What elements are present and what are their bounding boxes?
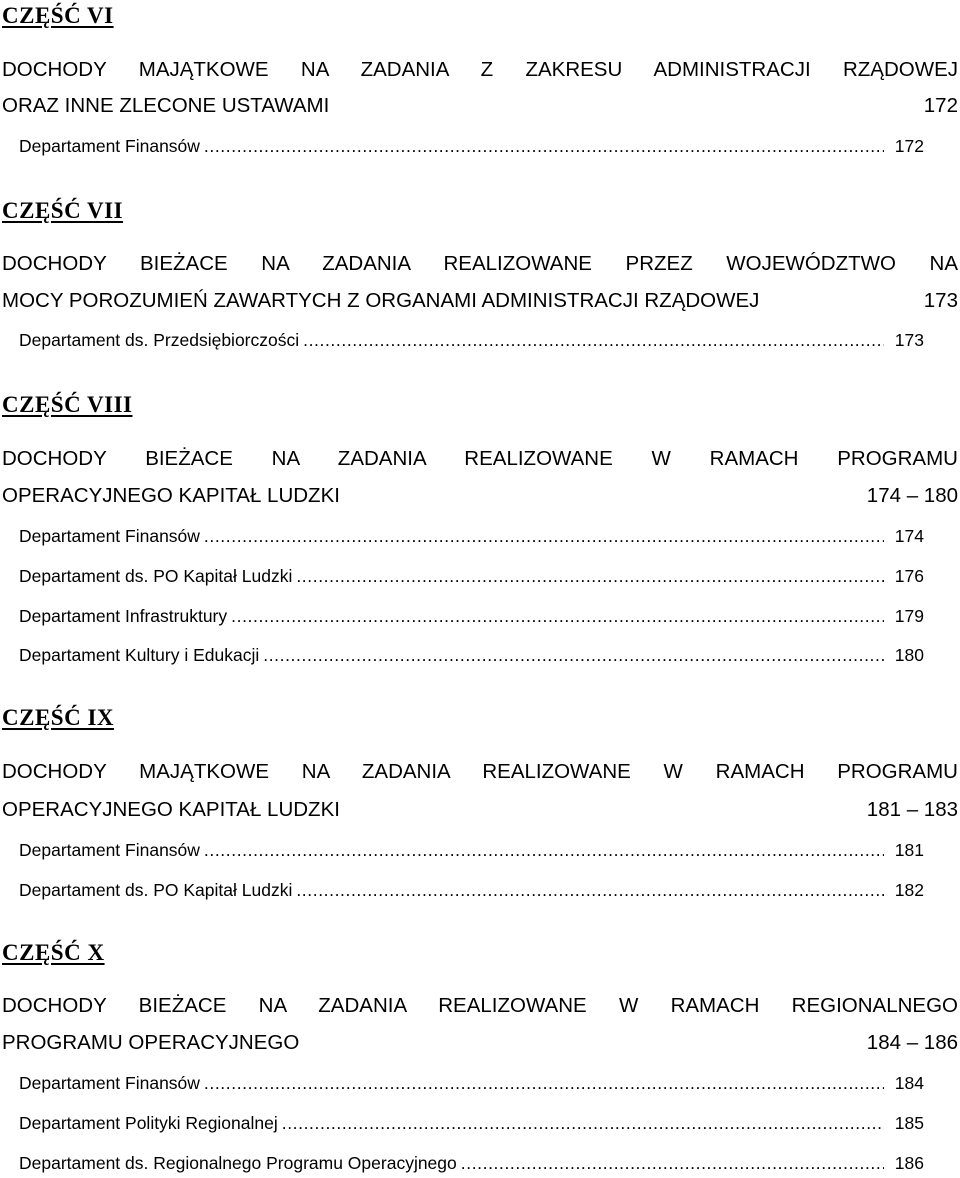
section-title-row <box>2 291 958 312</box>
dot-leader <box>263 647 884 665</box>
toc-entry-page: 184 <box>894 1073 924 1093</box>
toc-entry-page: 172 <box>894 136 924 156</box>
section-heading-vi: CZĘŚĆ VI <box>2 3 114 28</box>
toc-entry-label: Departament Finansów <box>19 526 200 546</box>
section-page-range: 172 <box>923 94 958 117</box>
section-page-range: 181 – 183 <box>866 798 958 821</box>
section-page-range: 173 <box>923 289 958 312</box>
toc-entry-page: 186 <box>894 1153 924 1173</box>
toc-entry-label: Departament ds. Przedsiębiorczości <box>19 330 300 350</box>
toc-entry-label: Departament Finansów <box>19 840 200 860</box>
dot-leader <box>204 138 884 156</box>
dot-leader <box>282 1115 884 1133</box>
dot-leader <box>204 1075 884 1093</box>
toc-entry-label: Departament Finansów <box>19 1073 200 1093</box>
toc-entry[interactable] <box>19 568 924 586</box>
toc-entry-label: Departament ds. PO Kapitał Ludzki <box>19 880 293 900</box>
section-heading-viii: CZĘŚĆ VIII <box>2 392 133 417</box>
toc-entry[interactable] <box>19 1075 924 1093</box>
section-heading-ix: CZĘŚĆ IX <box>2 705 115 730</box>
section-title-line-1: DOCHODY BIEŻACE NA ZADANIA REALIZOWANE PRZEZ WOJEWÓDZTWO NA <box>2 252 958 275</box>
dot-leader <box>296 568 884 586</box>
section-title-line-2: OPERACYJNEGO KAPITAŁ LUDZKI <box>2 484 340 507</box>
dot-leader <box>461 1155 884 1173</box>
toc-entry-page: 182 <box>894 880 924 900</box>
toc-entry-page: 176 <box>894 566 924 586</box>
toc-entry-label: Departament Infrastruktury <box>19 606 228 626</box>
toc-entry[interactable] <box>19 1115 924 1133</box>
section-title-row <box>2 96 958 117</box>
section-title-line-2: OPERACYJNEGO KAPITAŁ LUDZKI <box>2 798 340 821</box>
section-heading-x: CZĘŚĆ X <box>2 940 105 965</box>
toc-entry-page: 185 <box>894 1113 924 1133</box>
toc-entry[interactable] <box>19 138 924 156</box>
section-title-row <box>2 800 958 821</box>
toc-entry-page: 179 <box>894 606 924 626</box>
toc-entry-label: Departament Finansów <box>19 136 200 156</box>
toc-entry-page: 180 <box>894 645 924 665</box>
section-page-range: 184 – 186 <box>866 1031 958 1054</box>
dot-leader <box>303 332 884 350</box>
toc-entry-label: Departament Kultury i Edukacji <box>19 645 260 665</box>
toc-entry-page: 173 <box>894 330 924 350</box>
section-title-line-2: ORAZ INNE ZLECONE USTAWAMI <box>2 94 330 117</box>
toc-entry-label: Departament ds. Regionalnego Programu Operacyjnego <box>19 1153 457 1173</box>
section-heading-vii: CZĘŚĆ VII <box>2 198 124 223</box>
section-title-line-2: PROGRAMU OPERACYJNEGO <box>2 1031 300 1054</box>
section-page-range: 174 – 180 <box>866 484 958 507</box>
section-title-line-1: DOCHODY MAJĄTKOWE NA ZADANIA Z ZAKRESU ADMINISTRACJI RZĄDOWEJ <box>2 58 958 81</box>
dot-leader <box>204 528 884 546</box>
dot-leader <box>296 882 884 900</box>
toc-entry-label: Departament Polityki Regionalnej <box>19 1113 278 1133</box>
toc-entry[interactable] <box>19 882 924 900</box>
toc-entry-page: 174 <box>894 526 924 546</box>
section-title-line-1: DOCHODY BIEŻACE NA ZADANIA REALIZOWANE W RAMACH PROGRAMU <box>2 447 958 470</box>
toc-entry[interactable] <box>19 608 924 626</box>
dot-leader <box>204 842 884 860</box>
toc-entry[interactable] <box>19 647 924 665</box>
toc-entry-page: 181 <box>894 840 924 860</box>
dot-leader <box>231 608 884 626</box>
toc-entry-label: Departament ds. PO Kapitał Ludzki <box>19 566 293 586</box>
toc-entry[interactable] <box>19 1155 924 1173</box>
section-title-line-1: DOCHODY MAJĄTKOWE NA ZADANIA REALIZOWANE W RAMACH PROGRAMU <box>2 760 958 783</box>
section-title-line-2: MOCY POROZUMIEŃ ZAWARTYCH Z ORGANAMI ADMINISTRACJI RZĄDOWEJ <box>2 289 760 312</box>
section-title-row <box>2 1033 958 1054</box>
toc-entry[interactable] <box>19 332 924 350</box>
toc-entry[interactable] <box>19 528 924 546</box>
section-title-line-1: DOCHODY BIEŻACE NA ZADANIA REALIZOWANE W RAMACH REGIONALNEGO <box>2 994 958 1017</box>
section-title-row <box>2 486 958 507</box>
toc-entry[interactable] <box>19 842 924 860</box>
